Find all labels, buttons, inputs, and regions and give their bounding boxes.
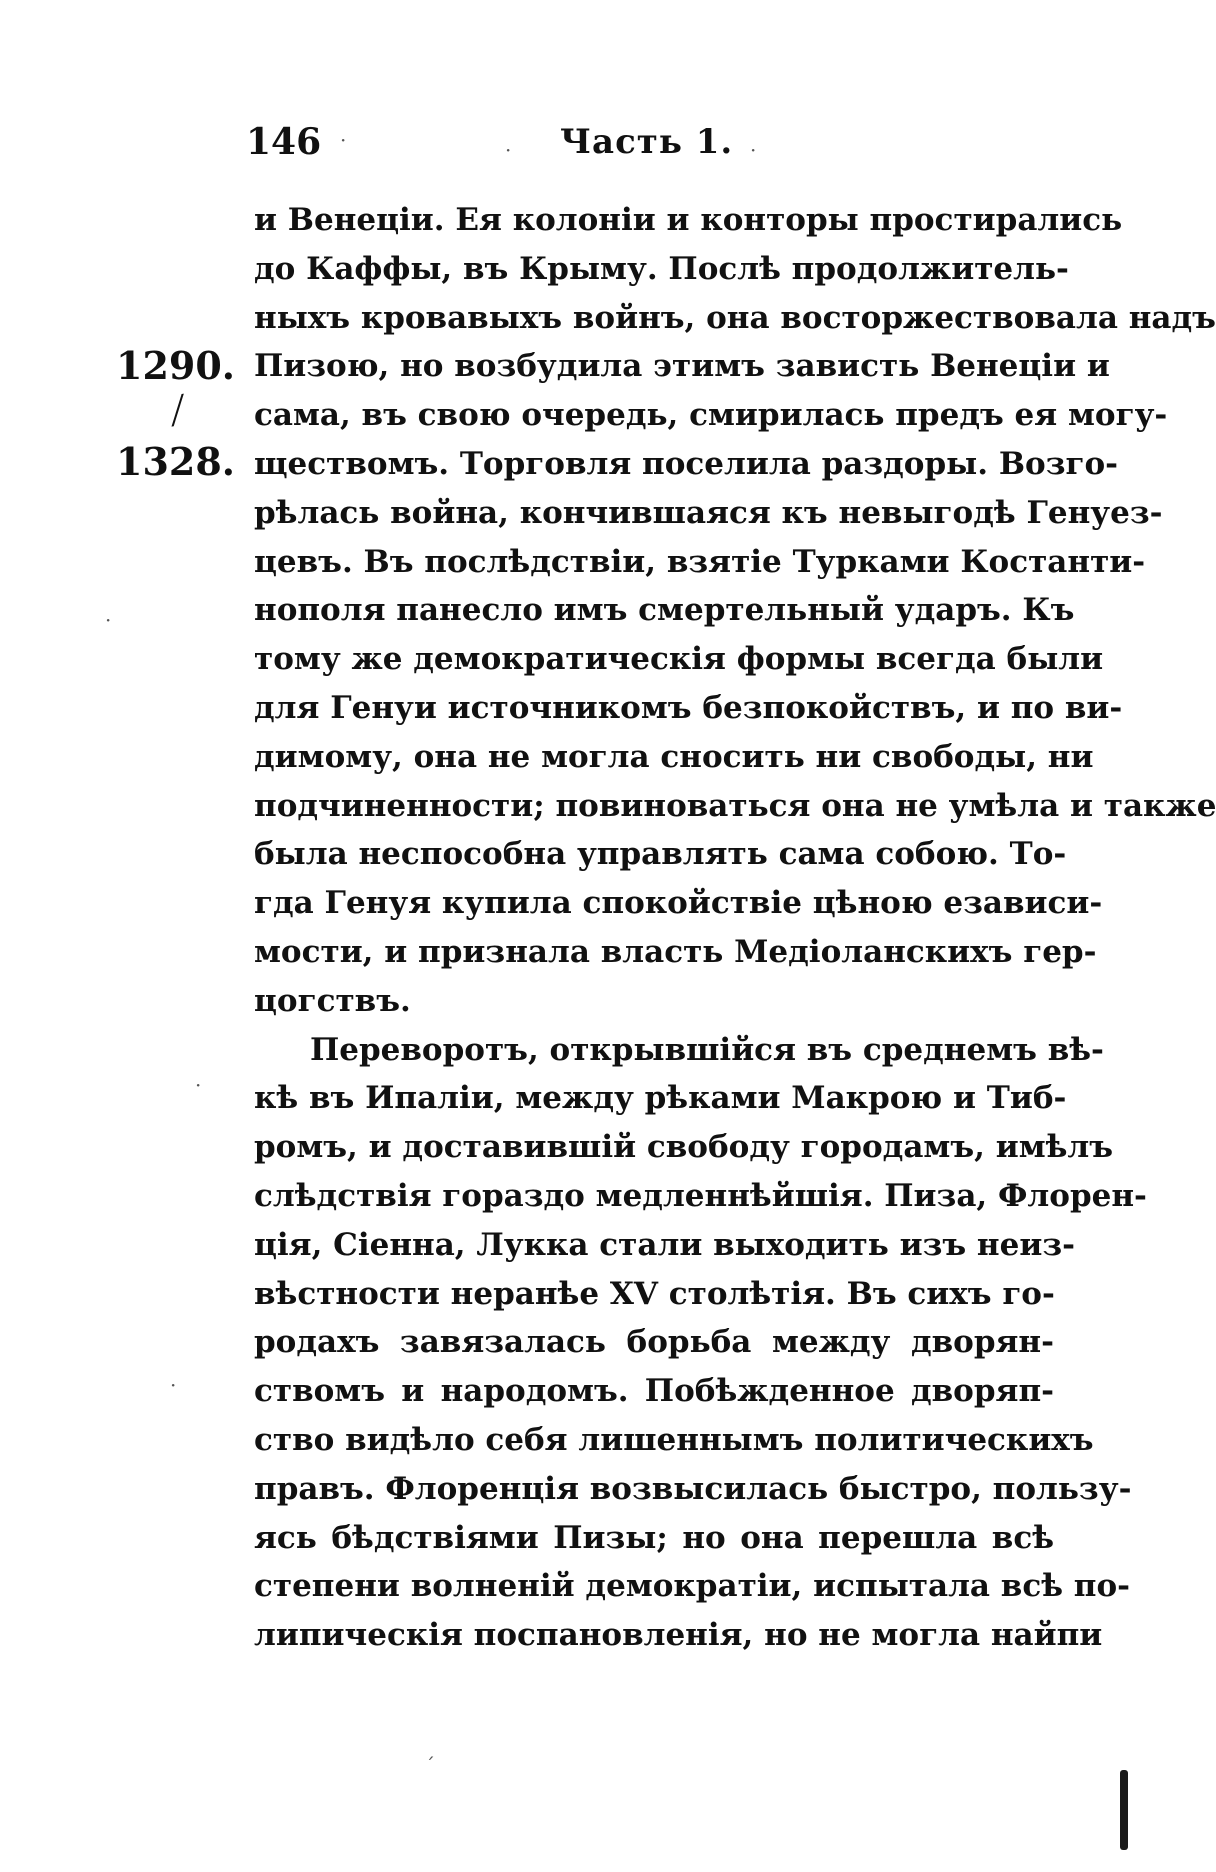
text-line: гда Генуя купила спокойствіе цѣною езависи- bbox=[254, 885, 1103, 922]
print-speck: · bbox=[505, 138, 512, 162]
running-head: Часть 1. bbox=[560, 122, 734, 162]
text-line: ныхъ кровавыхъ войнъ, она восторжествовала надъ bbox=[254, 299, 1216, 336]
print-speck: · bbox=[750, 138, 757, 162]
text-line: сама, въ свою очередь, смирилась предъ ея могу- bbox=[254, 397, 1168, 434]
text-line: Пизою, но возбудила этимъ зависть Венеціи и bbox=[254, 348, 1110, 385]
text-line: нополя панесло имъ смертельный ударъ. Къ bbox=[254, 592, 1075, 629]
text-line: кѣ въ Ипаліи, между рѣками Макрою и Тиб- bbox=[254, 1080, 1067, 1117]
text-line: была неспособна управлять сама собою. То- bbox=[254, 836, 1067, 873]
margin-note-year-1290: 1290. bbox=[116, 343, 235, 388]
text-line: вѣстности неранѣе XV столѣтія. Въ сихъ го- bbox=[254, 1275, 1055, 1312]
text-line: димому, она не могла сносить ни свободы, ни bbox=[254, 738, 1094, 775]
paragraph-1 bbox=[254, 196, 1216, 1026]
text-line: родахъ завязалась борьба между дворян- bbox=[254, 1324, 1054, 1361]
print-speck: ˊ bbox=[425, 1753, 435, 1777]
body-text bbox=[254, 196, 1216, 1660]
text-line: ство видѣло себя лишеннымъ политическихъ bbox=[254, 1421, 1094, 1458]
text-line: и Венеціи. Ея колоніи и конторы простирались bbox=[254, 202, 1123, 238]
text-line: цевъ. Въ послѣдствіи, взятіе Турками Костанти- bbox=[254, 543, 1146, 580]
text-line: степени волненій демократіи, испытала всѣ по- bbox=[254, 1568, 1131, 1605]
print-speck: · bbox=[195, 1073, 202, 1097]
text-line: ромъ, и доставившій свободу городамъ, имѣлъ bbox=[254, 1129, 1114, 1166]
text-line: Переворотъ, открывшійся въ среднемъ вѣ- bbox=[310, 1031, 1104, 1068]
print-speck: · bbox=[340, 128, 347, 152]
text-line: рѣлась война, кончившаяся къ невыгодѣ Генуез- bbox=[254, 494, 1163, 531]
text-line: ществомъ. Торговля поселила раздоры. Возго- bbox=[254, 445, 1119, 482]
page-number: 146 bbox=[246, 121, 322, 163]
paragraph-2 bbox=[254, 1026, 1147, 1660]
text-line: слѣдствія гораздо медленнѣйшія. Пиза, Флорен- bbox=[254, 1177, 1147, 1214]
text-line: цогствъ. bbox=[254, 982, 411, 1019]
text-line: липическія поспановленія, но не могла найпи bbox=[254, 1617, 1103, 1654]
margin-note-year-1328: 1328. bbox=[116, 439, 235, 484]
margin-tick-mark: ╱ bbox=[167, 394, 189, 428]
text-line: ція, Сіенна, Лукка стали выходить изъ неиз- bbox=[254, 1226, 1075, 1263]
text-line: подчиненности; повиноваться она не умѣла и также bbox=[254, 787, 1216, 824]
text-line: мости, и признала власть Медіоланскихъ гер- bbox=[254, 933, 1097, 970]
print-speck: · bbox=[170, 1373, 177, 1397]
text-line: ясь бѣдствіями Пизы; но она перешла всѣ bbox=[254, 1519, 1054, 1556]
text-line: до Каффы, въ Крыму. Послѣ продолжитель- bbox=[254, 250, 1069, 287]
print-speck: · bbox=[105, 608, 112, 632]
text-line: для Генуи источникомъ безпокойствъ, и по ви- bbox=[254, 689, 1123, 726]
page-edge-mark bbox=[1120, 1770, 1128, 1850]
text-line: правъ. Флоренція возвысилась быстро, пользу- bbox=[254, 1470, 1132, 1507]
text-line: ствомъ и народомъ. Побѣжденное дворяп- bbox=[254, 1373, 1054, 1410]
text-line: тому же демократическія формы всегда были bbox=[254, 641, 1104, 678]
